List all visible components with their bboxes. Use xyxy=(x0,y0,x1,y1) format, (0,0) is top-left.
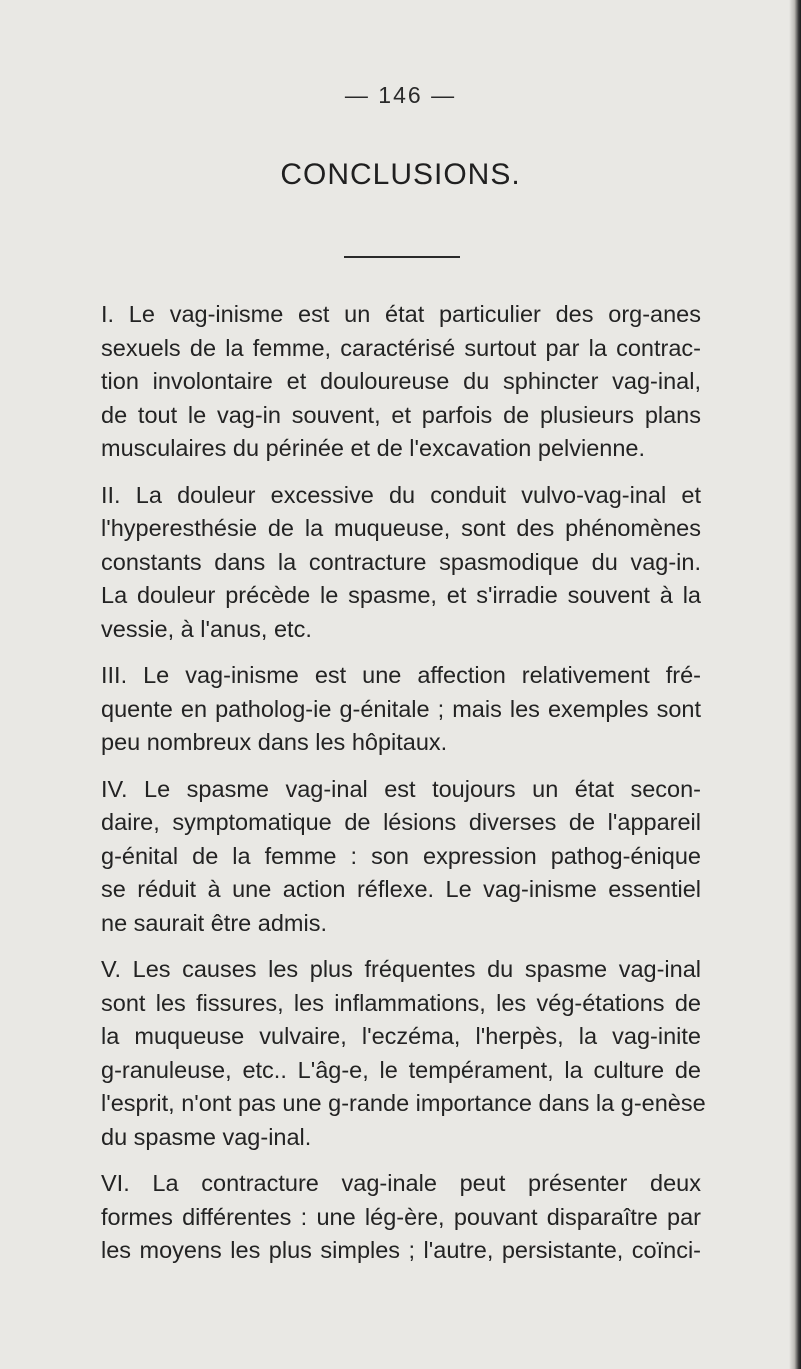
text-line: quente en patholog-ie g-énitale ; mais les exemples sont xyxy=(101,695,701,722)
text-line: tion involontaire et douloureuse du sphincter vag-inal, xyxy=(101,368,701,394)
text-line: V. Les causes les plus fréquentes du spasme vag-inal xyxy=(101,956,701,982)
page-edge-shadow xyxy=(789,0,801,1369)
text-line: de tout le vag-in souvent, et parfois de plusieurs plans xyxy=(101,401,701,428)
text-line: sexuels de la femme, caractérisé surtout par la contrac- xyxy=(101,334,701,361)
text-line: se réduit à une action réflexe. Le vag-inisme essentiel xyxy=(101,876,701,902)
conclusions-text xyxy=(101,298,706,1281)
text-line: peu nombreux dans les hôpitaux. xyxy=(101,729,448,755)
text-line: III. Le vag-inisme est une affection relativement fré- xyxy=(101,662,701,688)
text-line: les moyens les plus simples ; l'autre, persistante, coïnci- xyxy=(101,1237,701,1263)
text-line: sont les fissures, les inflammations, les vég-étations de xyxy=(101,989,701,1016)
text-line: daire, symptomatique de lésions diverses de l'appareil xyxy=(101,809,701,835)
text-line: vessie, à l'anus, etc. xyxy=(101,615,312,642)
page-number: — 146 — xyxy=(344,82,457,108)
text-line: constants dans la contracture spasmodique du vag-in. xyxy=(101,548,701,575)
title-divider xyxy=(344,256,460,258)
paragraph-1 xyxy=(101,298,701,466)
text-line: ne saurait être admis. xyxy=(101,909,327,936)
page-title: CONCLUSIONS. xyxy=(280,158,521,191)
text-line: g-ranuleuse, etc.. L'âg-e, le tempérament, la culture de xyxy=(101,1056,701,1083)
text-line: formes différentes : une lég-ère, pouvant disparaître par xyxy=(101,1203,701,1230)
text-line: l'hyperesthésie de la muqueuse, sont des phénomènes xyxy=(101,515,701,541)
text-line: IV. Le spasme vag-inal est toujours un état secon- xyxy=(101,775,701,802)
text-line: g-énital de la femme : son expression pathog-énique xyxy=(101,842,701,869)
text-line: musculaires du périnée et de l'excavation pelvienne. xyxy=(101,435,646,461)
text-line: II. La douleur excessive du conduit vulvo-vag-inal et xyxy=(101,481,701,508)
paragraph-3 xyxy=(101,659,701,760)
text-line: l'esprit, n'ont pas une g-rande importance dans la g-enèse xyxy=(101,1090,706,1116)
paragraph-2 xyxy=(101,479,701,647)
text-line: La douleur précède le spasme, et s'irradie souvent à la xyxy=(101,582,701,608)
paragraph-5 xyxy=(101,953,706,1154)
text-line: VI. La contracture vag-inale peut présenter deux xyxy=(101,1170,701,1196)
paragraph-6 xyxy=(101,1167,701,1268)
text-line: I. Le vag-inisme est un état particulier des org-anes xyxy=(101,301,701,327)
text-line: la muqueuse vulvaire, l'eczéma, l'herpès, la vag-inite xyxy=(101,1023,701,1049)
paragraph-4 xyxy=(101,773,701,941)
text-line: du spasme vag-inal. xyxy=(101,1123,312,1150)
